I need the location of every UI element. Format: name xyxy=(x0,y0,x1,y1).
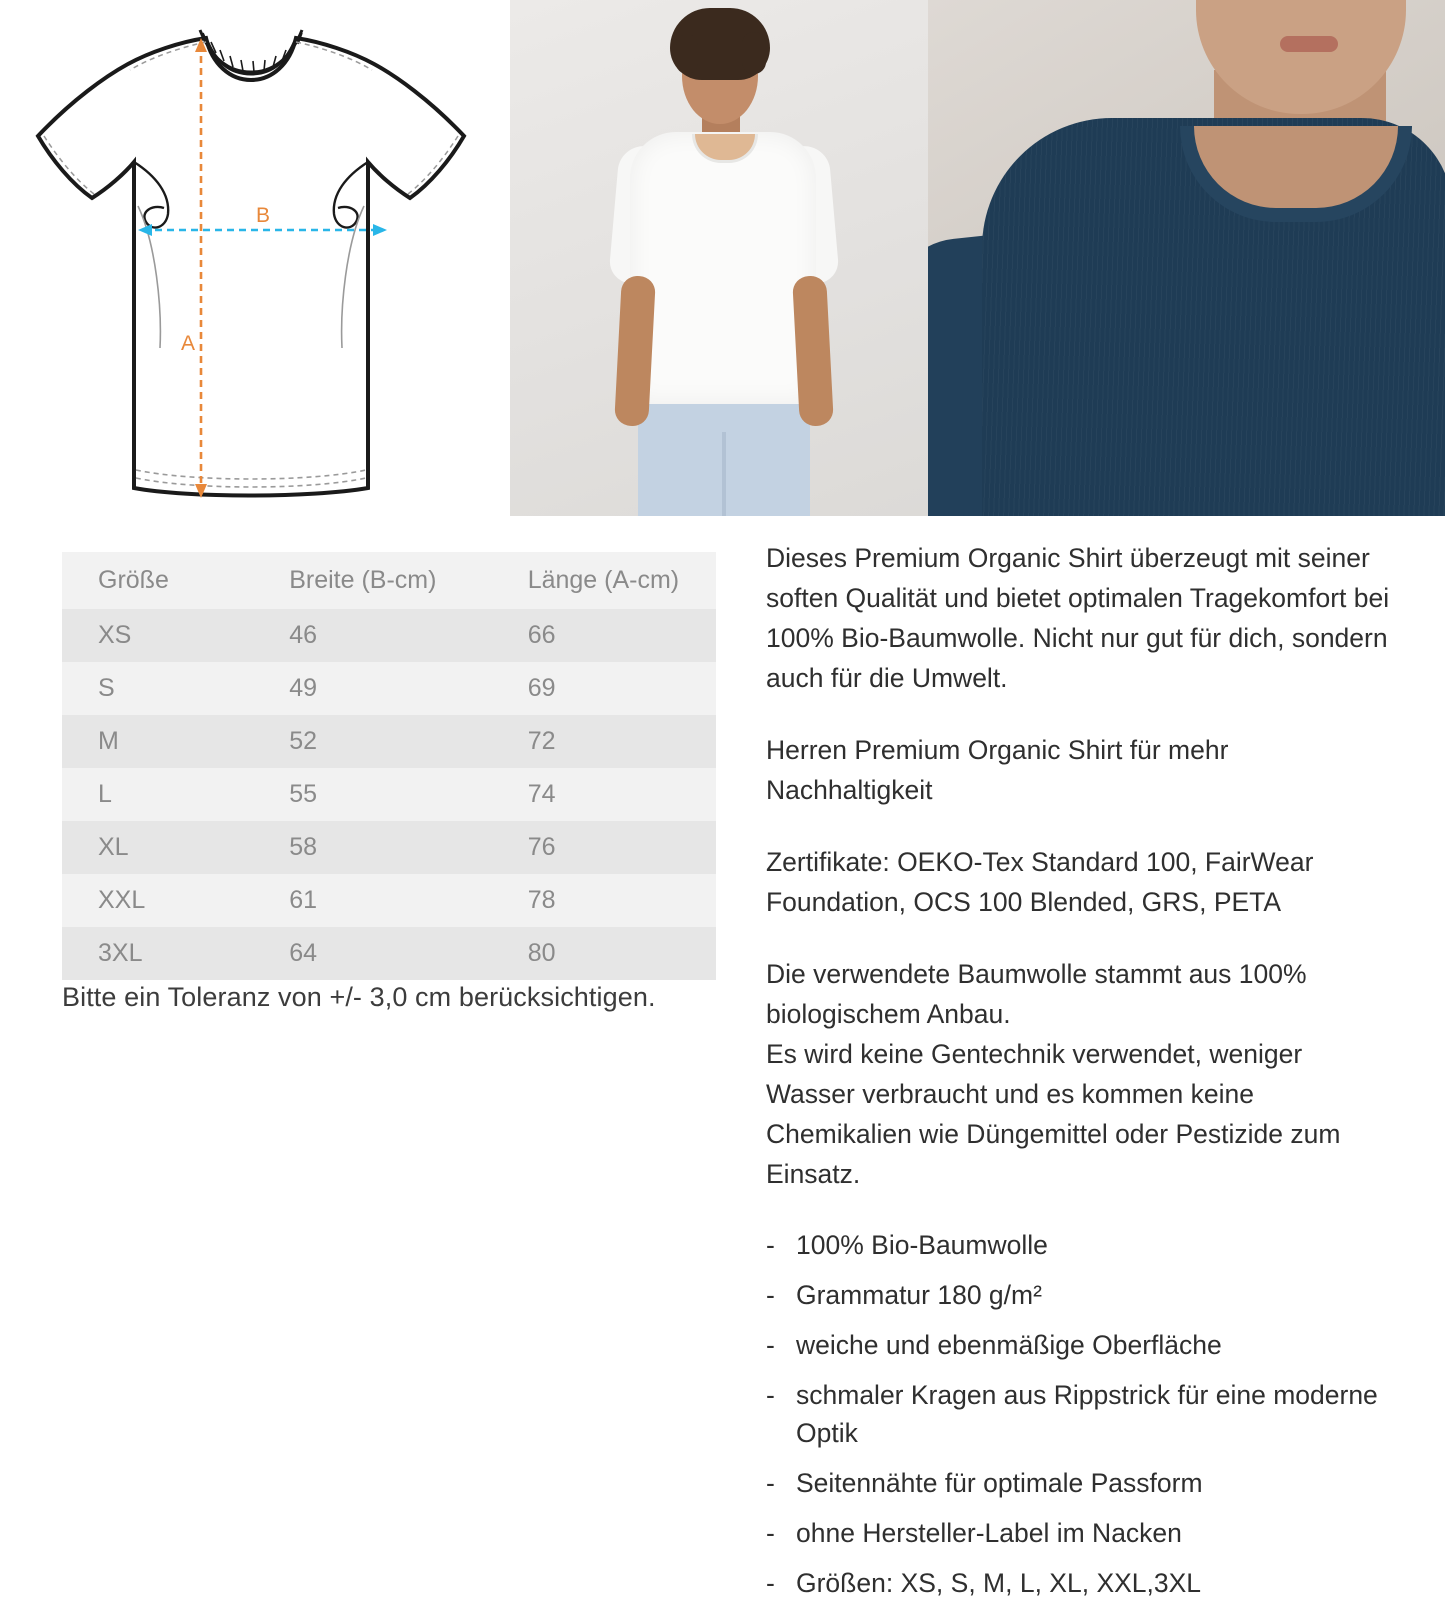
svg-text:B: B xyxy=(255,204,271,227)
cell-width: 64 xyxy=(253,927,491,980)
cell-width: 46 xyxy=(253,609,491,662)
cell-width: 58 xyxy=(253,821,491,874)
model-jeans xyxy=(638,392,810,516)
list-item xyxy=(766,1564,1396,1602)
cell-length: 78 xyxy=(492,874,716,927)
cell-size: XS xyxy=(62,609,253,662)
size-table-header xyxy=(62,552,716,609)
list-item xyxy=(766,1514,1396,1552)
bullet-marker: - xyxy=(766,1330,775,1360)
model-hair xyxy=(670,8,770,80)
measurement-diagram-panel xyxy=(0,0,510,516)
size-table xyxy=(62,552,716,980)
cell-length: 74 xyxy=(492,768,716,821)
column-header-length: Länge (A-cm) xyxy=(492,552,716,609)
feature-text: weiche und ebenmäßige Oberfläche xyxy=(796,1330,1222,1360)
feature-text: schmaler Kragen aus Rippstrick für eine moderne Optik xyxy=(796,1380,1378,1448)
feature-text: Seitennähte für optimale Passform xyxy=(796,1468,1203,1498)
list-item xyxy=(766,1376,1396,1452)
feature-list xyxy=(766,1226,1396,1602)
tshirt-diagram-icon xyxy=(10,8,500,508)
description-certificates: Zertifikate: OEKO-Tex Standard 100, FairWear Foundation, OCS 100 Blended, GRS, PETA xyxy=(766,847,1314,917)
table-row xyxy=(62,768,716,821)
feature-text: 100% Bio-Baumwolle xyxy=(796,1230,1048,1260)
model-photo xyxy=(510,0,928,516)
tolerance-note: Bitte ein Toleranz von +/- 3,0 cm berücksichtigen. xyxy=(62,982,656,1012)
feature-text: ohne Hersteller-Label im Nacken xyxy=(796,1518,1182,1548)
feature-text: Grammatur 180 g/m² xyxy=(796,1280,1042,1310)
description-cotton-process: Es wird keine Gentechnik verwendet, weniger Wasser verbraucht und es kommen keine Chemikalien wie Düngemittel oder Pestizide zum Einsatz. xyxy=(766,1039,1341,1189)
cell-length: 69 xyxy=(492,662,716,715)
bullet-marker: - xyxy=(766,1468,775,1498)
bullet-marker: - xyxy=(766,1518,775,1548)
list-item xyxy=(766,1326,1396,1364)
bullet-marker: - xyxy=(766,1568,775,1598)
table-row xyxy=(62,715,716,768)
list-item xyxy=(766,1276,1396,1314)
detail-lips xyxy=(1280,36,1338,52)
description-subtitle: Herren Premium Organic Shirt für mehr Nachhaltigkeit xyxy=(766,735,1229,805)
description-intro: Dieses Premium Organic Shirt überzeugt mit seiner soften Qualität und bietet optimalen Tragekomfort bei 100% Bio-Baumwolle. Nicht nur gut für dich, sondern auch für die Umwelt. xyxy=(766,543,1390,693)
cell-length: 72 xyxy=(492,715,716,768)
cell-size: M xyxy=(62,715,253,768)
table-row xyxy=(62,662,716,715)
bullet-marker: - xyxy=(766,1280,775,1310)
list-item xyxy=(766,1226,1396,1264)
list-item xyxy=(766,1464,1396,1502)
product-details-section xyxy=(0,516,1445,1615)
bullet-marker: - xyxy=(766,1230,775,1260)
cell-width: 52 xyxy=(253,715,491,768)
svg-text:A: A xyxy=(180,332,196,355)
model-white-shirt xyxy=(630,132,816,404)
size-table-body xyxy=(62,609,716,980)
table-row xyxy=(62,927,716,980)
table-row xyxy=(62,821,716,874)
cell-length: 66 xyxy=(492,609,716,662)
column-header-width: Breite (B-cm) xyxy=(253,552,491,609)
feature-text: Größen: XS, S, M, L, XL, XXL,3XL xyxy=(796,1568,1202,1598)
cell-length: 76 xyxy=(492,821,716,874)
table-row xyxy=(62,609,716,662)
cell-size: L xyxy=(62,768,253,821)
cell-length: 80 xyxy=(492,927,716,980)
table-header-row xyxy=(62,552,716,609)
description-cotton-origin: Die verwendete Baumwolle stammt aus 100% biologischem Anbau. xyxy=(766,959,1307,1029)
collar-detail-photo xyxy=(928,0,1445,516)
cell-size: S xyxy=(62,662,253,715)
product-image-strip xyxy=(0,0,1445,516)
table-row xyxy=(62,874,716,927)
description-column xyxy=(766,538,1396,1614)
cell-size: XXL xyxy=(62,874,253,927)
cell-size: 3XL xyxy=(62,927,253,980)
bullet-marker: - xyxy=(766,1380,775,1410)
cell-size: XL xyxy=(62,821,253,874)
cell-width: 55 xyxy=(253,768,491,821)
column-header-size: Größe xyxy=(62,552,253,609)
cell-width: 61 xyxy=(253,874,491,927)
cell-width: 49 xyxy=(253,662,491,715)
